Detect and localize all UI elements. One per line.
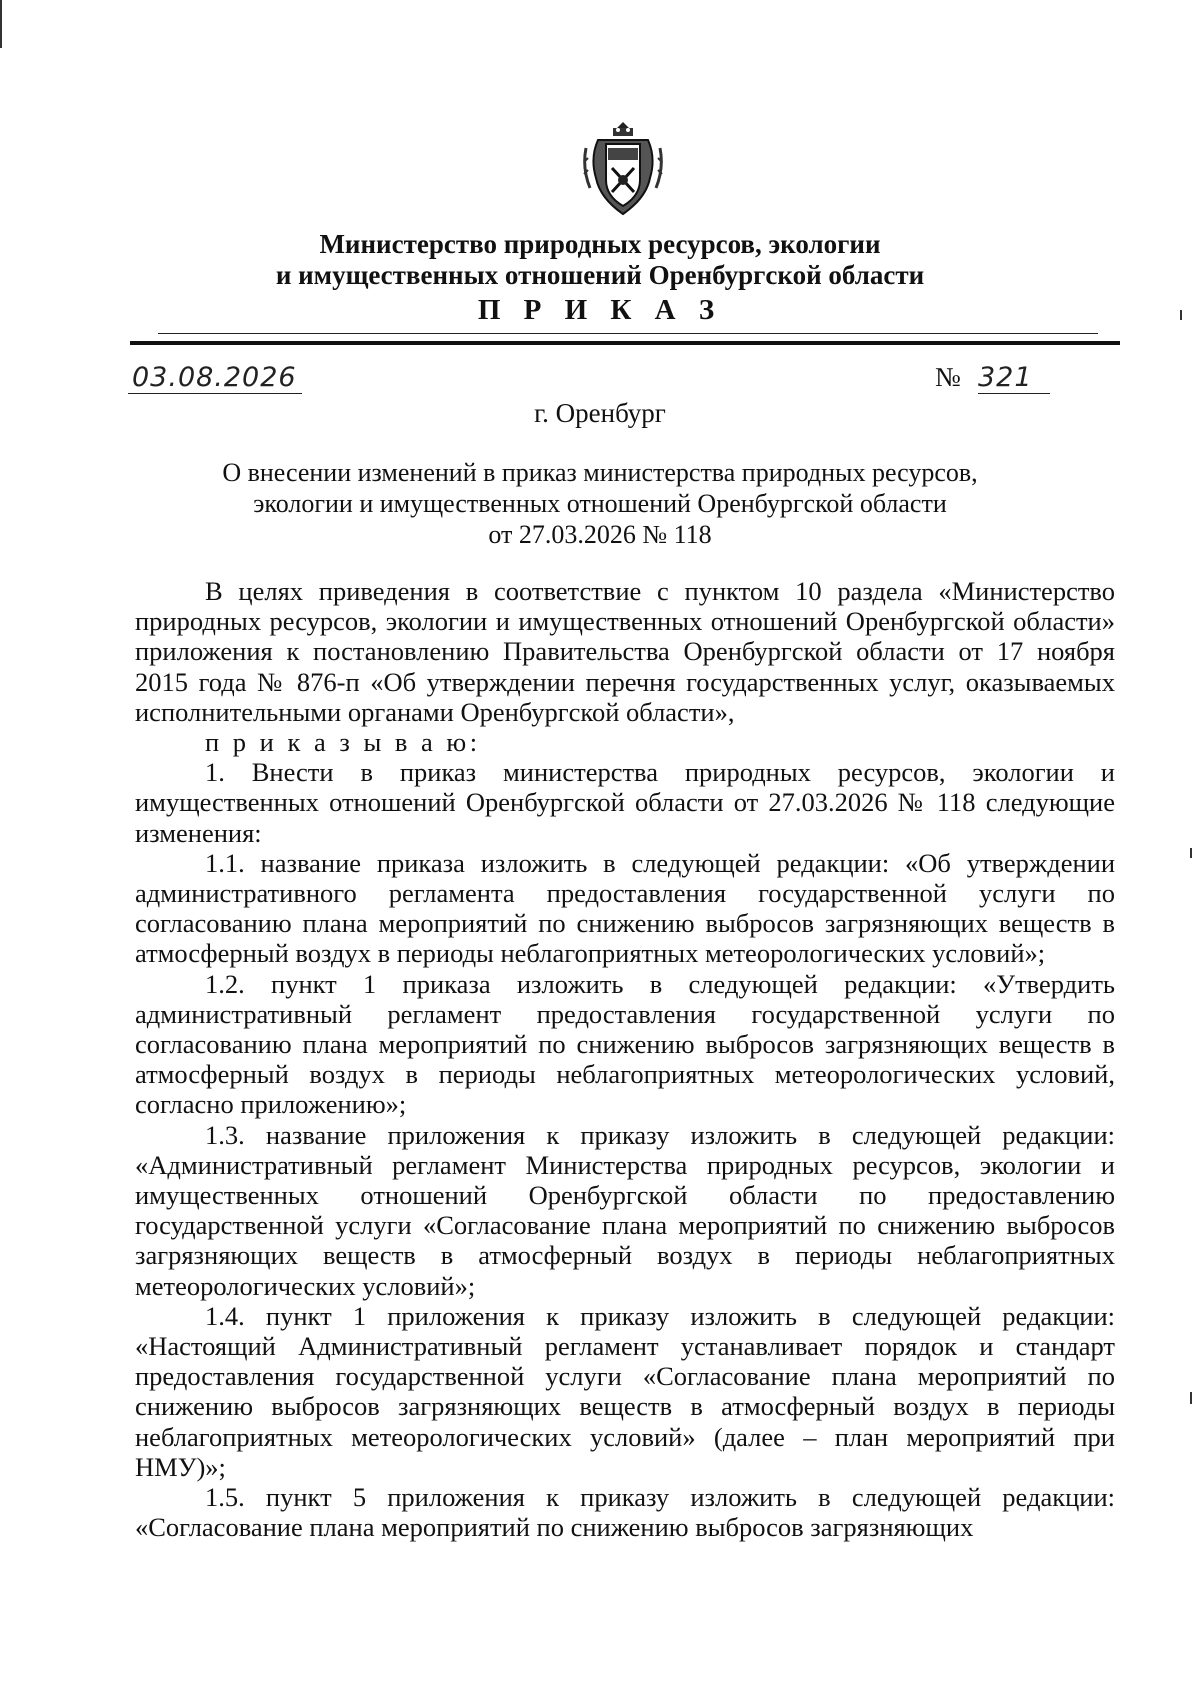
subject-line1: О внесении изменений в приказ министерства природных ресурсов, <box>222 458 978 487</box>
order-number-label: № <box>935 362 961 392</box>
order-date: 03.08.2026 <box>128 362 302 394</box>
order-number: 321 <box>978 362 1050 394</box>
header-divider-thin <box>158 333 1098 334</box>
scan-edge-mark <box>1180 310 1182 320</box>
item-paragraph: 1.1. название приказа изложить в следующей редакции: «Об утверждении административного регламента предоставления государственной услуги по согласованию плана мероприятий по снижению выбросов загрязняющих веществ в атмосферный воздух в периоды неблагоприятных метеорологических условий»; <box>135 847 1115 969</box>
scan-edge-mark <box>1190 1392 1192 1404</box>
item-paragraph: 1.3. название приложения к приказу изложить в следующей редакции: «Административный регламент Министерства природных ресурсов, экологии и имущественных отношений Оренбургской области по предоставлению государственной услуги «Согласование плана мероприятий по снижению выбросов загрязняющих веществ в атмосферный воздух в периоды неблагоприятных метеорологических условий»; <box>135 1119 1115 1301</box>
scan-edge-mark <box>1190 848 1192 858</box>
preamble-paragraph: В целях приведения в соответствие с пунктом 10 раздела «Министерство природных ресурсов, экологии и имущественных отношений Оренбургской области» приложения к постановлению Правительства Оренбургской области от 17 ноября 2015 года № 876-п «Об утверждении перечня государственных услуг, оказываемых исполнительными органами Оренбургской области», <box>135 576 1115 727</box>
subject-line3: от 27.03.2026 № 118 <box>488 520 712 549</box>
ministry-name-line2: и имущественных отношений Оренбургской области <box>275 260 925 290</box>
item-paragraph: 1.5. пункт 5 приложения к приказу изложить в следующей редакции: «Согласование плана мероприятий по снижению выбросов загрязняющих <box>135 1482 1115 1543</box>
subject-line2: экологии и имущественных отношений Оренбургской области <box>253 489 947 518</box>
ministry-name-line1: Министерство природных ресурсов, экологии <box>319 229 881 259</box>
scan-edge-mark <box>0 0 2 48</box>
order-subject <box>0 457 1200 550</box>
item-paragraph: 1. Внести в приказ министерства природных ресурсов, экологии и имущественных отношений Оренбургской области от 27.03.2026 № 118 следующие изменения: <box>135 757 1115 848</box>
city-name: г. Оренбург <box>534 398 666 428</box>
header-divider-thick <box>130 341 1120 345</box>
order-word: п р и к а з ы в а ю: <box>205 727 481 758</box>
order-body <box>135 576 1115 1543</box>
item-paragraph: 1.2. пункт 1 приказа изложить в следующей редакции: «Утвердить административный регламент предоставления государственной услуги по согласованию плана мероприятий по снижению выбросов загрязняющих веществ в атмосферный воздух в периоды неблагоприятных метеорологических условий, согласно приложению»; <box>135 968 1115 1120</box>
document-type-title: П Р И К А З <box>477 294 723 326</box>
coat-of-arms-icon <box>578 118 668 218</box>
item-paragraph: 1.4. пункт 1 приложения к приказу изложить в следующей редакции: «Настоящий Административный регламент устанавливает порядок и стандарт предоставления государственной услуги «Согласование плана мероприятий по снижению выбросов загрязняющих веществ в атмосферный воздух в периоды неблагоприятных метеорологических условий» (далее – план мероприятий при НМУ)»; <box>135 1300 1115 1482</box>
